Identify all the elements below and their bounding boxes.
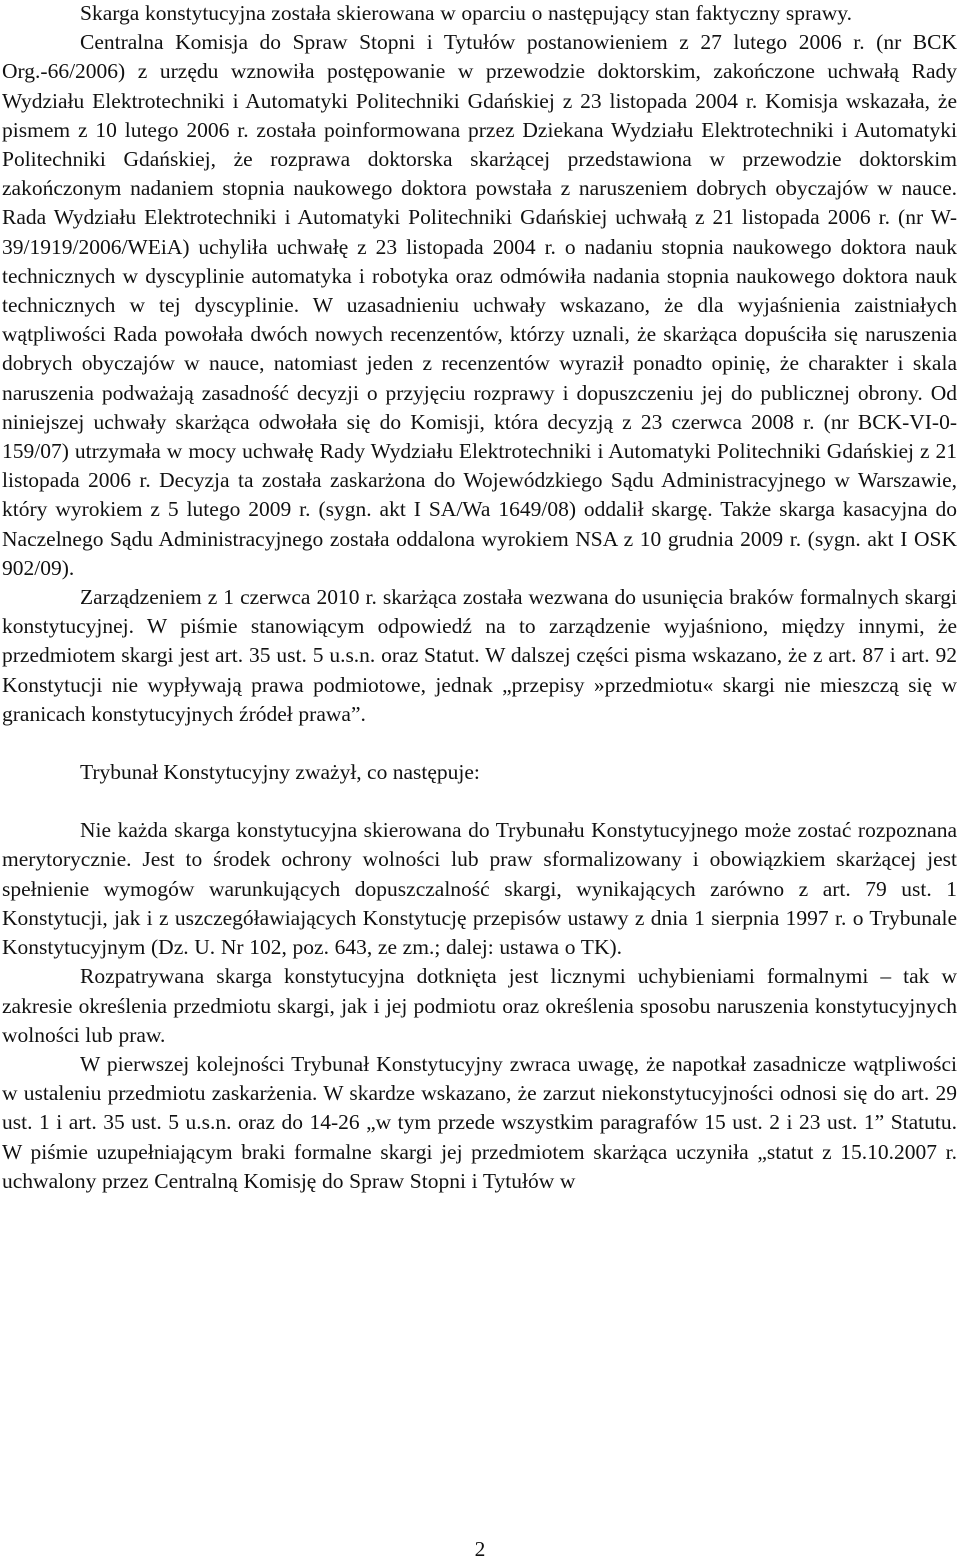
paragraph-facts-intro: Skarga konstytucyjna została skierowana w oparciu o następujący stan faktyczny sprawy. — [80, 1, 852, 25]
paragraph-subject-of-complaint: W pierwszej kolejności Trybunał Konstytucyjny zwraca uwagę, że napotkał zasadnicze wątpliwości w ustaleniu przedmiotu zaskarżenia. W skardze wskazano, że zarzut niekonstytucyjności odnosi się do art. 29 ust. 1 i art. 35 ust. 5 u.s.n. oraz do 14-26 „w tym przede wszystkim paragrafów 15 ust. 2 i 23 ust. 1” Statutu. W piśmie uzupełniającym braki formalne skargi jej przedmiotem skarżąca uczyniła „statut z 15.10.2007 r. uchwalony przez Centralną Komisję do Spraw Stopni i Tytułów w — [2, 1051, 957, 1193]
paragraph-case-history: Centralna Komisja do Spraw Stopni i Tytułów postanowieniem z 27 lutego 2006 r. (nr BCK Org.-66/2006) z urzędu wznowiła postępowanie w przewodzie doktorskim, zakończone uchwałą Rady Wydziału Elektrotechniki i Automatyki Politechniki Gdańskiej z 23 listopada 2004 r. Komisja wskazała, że pismem z 10 lutego 2006 r. została poinformowana przez Dziekana Wydziału Elektrotechniki i Automatyki Politechniki Gdańskiej, że rozprawa doktorska skarżącej przedstawiona w przewodzie doktorskim zakończonym nadaniem stopnia naukowego doktora powstała z naruszeniem dobrych obyczajów w nauce. Rada Wydziału Elektrotechniki i Automatyki Politechniki Gdańskiej uchwałą z 21 listopada 2006 r. (nr W-39/1919/2006/WEiA) uchyliła uchwałę z 23 listopada 2004 r. o nadaniu stopnia naukowego doktora nauk technicznych w dyscyplinie automatyka i robotyka oraz odmówiła nadania stopnia naukowego doktora nauk technicznych w tej dyscyplinie. W uzasadnieniu uchwały wskazano, że dla wyjaśnienia zaistniałych wątpliwości Rada powołała dwóch nowych recenzentów, którzy uznali, że skarżąca dopuściła się naruszenia dobrych obyczajów w nauce, natomiast jeden z recenzentów wyraził ponadto opinię, że charakter i skala naruszenia podważają zasadność decyzji o przyjęciu rozprawy i dopuszczeniu jej do publicznej obrony. Od niniejszej uchwały skarżąca odwołała się do Komisji, która decyzją z 23 czerwca 2008 r. (nr BCK-VI-0-159/07) utrzymała w mocy uchwałę Rady Wydziału Elektrotechniki i Automatyki Politechniki Gdańskiej z 21 listopada 2006 r. Decyzja ta została zaskarżona do Wojewódzkiego Sądu Administracyjnego w Warszawie, który wyrokiem z 5 lutego 2009 r. (sygn. akt I SA/Wa 1649/08) oddalił skargę. Także skarga kasacyjna do Naczelnego Sądu Administracyjnego została oddalona wyrokiem NSA z 10 grudnia 2009 r. (sygn. akt I OSK 902/09). — [2, 30, 957, 580]
paragraph-formal-defects: Rozpatrywana skarga konstytucyjna dotknięta jest licznymi uchybieniami formalnymi – tak w zakresie określenia przedmiotu skargi, jak i jej podmiotu oraz określenia sposobu naruszenia konstytucyjnych wolności lub praw. — [2, 964, 957, 1047]
page-number: 2 — [474, 1537, 486, 1561]
section-heading: Trybunał Konstytucyjny zważył, co następuje: — [80, 760, 480, 785]
document-body — [2, 0, 957, 1196]
paragraph-formal-deficiencies-order: Zarządzeniem z 1 czerwca 2010 r. skarżąca została wezwana do usunięcia braków formalnych skargi konstytucyjnej. W piśmie stanowiącym odpowiedź na to zarządzenie wyjaśniono, między innymi, że przedmiotem skargi jest art. 35 ust. 5 u.s.n. oraz Statut. W dalszej części pisma wskazano, że z art. 87 i art. 92 Konstytucji nie wypływają prawa podmiotowe, jednak „przepisy »przedmiotu« skargi nie mieszczą się w granicach konstytucyjnych źródeł prawa”. — [2, 585, 957, 726]
paragraph-admissibility: Nie każda skarga konstytucyjna skierowana do Trybunału Konstytucyjnego może zostać rozpoznana merytorycznie. Jest to środek ochrony wolności lub praw sformalizowany i obowiązkiem skarżącej jest spełnienie wymogów warunkujących dopuszczalność skargi, wynikających zarówno z art. 79 ust. 1 Konstytucji, jak i z uszczegóławiających Konstytucję przepisów ustawy z dnia 1 sierpnia 1997 r. o Trybunale Konstytucyjnym (Dz. U. Nr 102, poz. 643, ze zm.; dalej: ustawa o TK). — [2, 818, 957, 960]
